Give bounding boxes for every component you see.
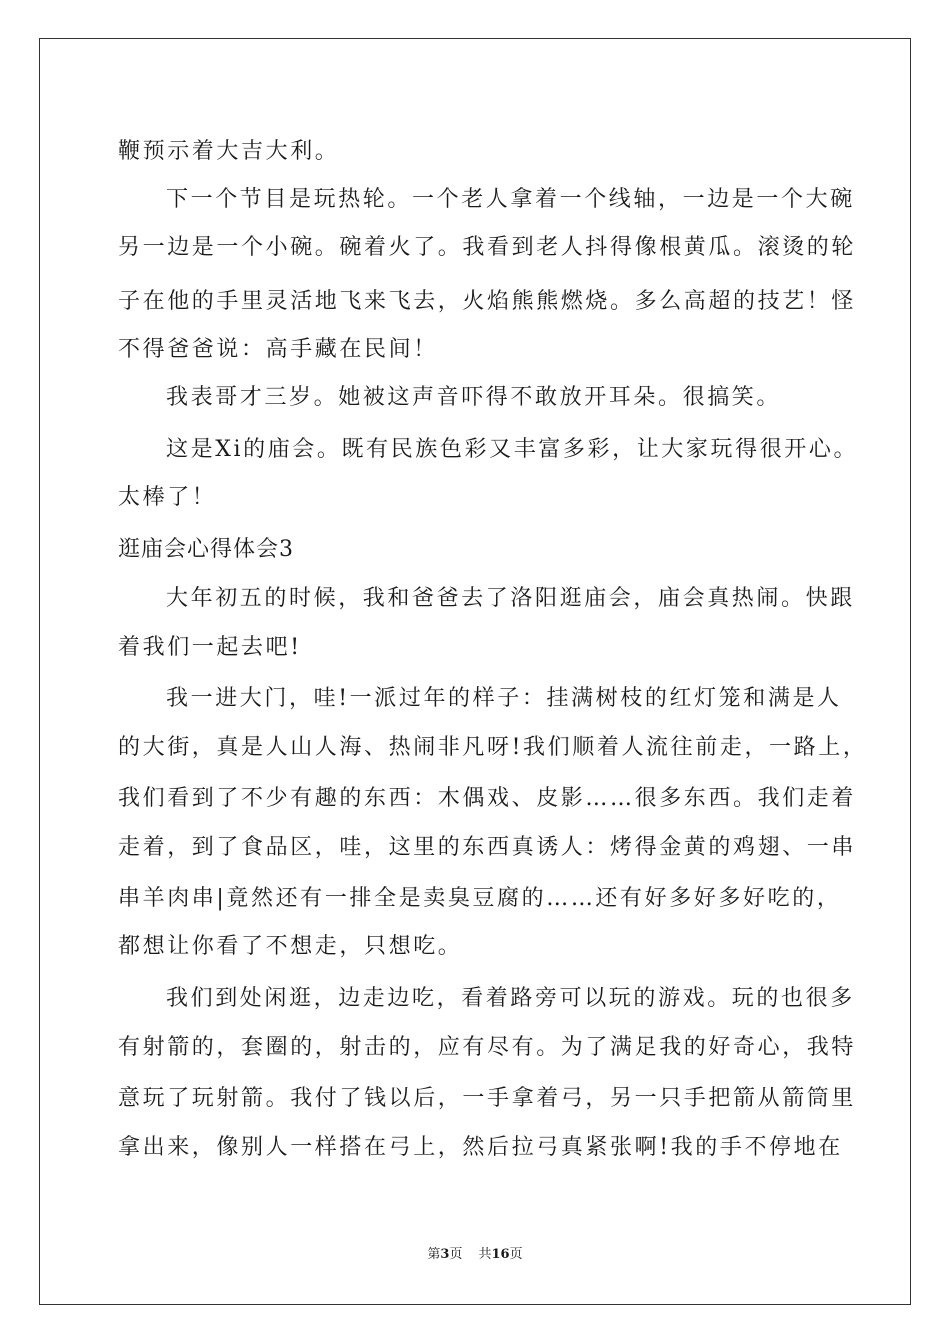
- text-line: 都想让你看了不想走，只想吃。: [118, 934, 463, 959]
- paragraph-first-line: 这是Xi的庙会。既有民族色彩又丰富多彩，让大家玩得很开心。: [166, 437, 859, 462]
- paragraph-first-line: 我一进大门，哇!一派过年的样子：挂满树枝的红灯笼和满是人: [166, 686, 842, 711]
- text-line: 另一边是一个小碗。碗着火了。我看到老人抖得像根黄瓜。滚烫的轮: [118, 235, 857, 260]
- text-line: 不得爸爸说：高手藏在民间！: [118, 337, 438, 362]
- page-footer: [0, 1246, 950, 1264]
- paragraph-first-line: 大年初五的时候，我和爸爸去了洛阳逛庙会，庙会真热闹。快跟: [166, 586, 855, 611]
- text-line: 着我们一起去吧!: [118, 635, 302, 660]
- total-pages: 16: [491, 1247, 510, 1262]
- page-prefix: 第: [427, 1247, 441, 1262]
- paragraph-first-line: 下一个节目是玩热轮。一个老人拿着一个线轴，一边是一个大碗: [166, 187, 855, 212]
- text-line: 串羊肉串|竟然还有一排全是卖臭豆腐的……还有好多好多好吃的，: [118, 886, 842, 911]
- total-prefix: 共: [478, 1247, 492, 1262]
- text-line: 太棒了！: [118, 485, 217, 510]
- text-line: 有射箭的，套圈的，射击的，应有尽有。为了满足我的好奇心，我特: [118, 1035, 857, 1060]
- total-suffix: 页: [509, 1247, 523, 1262]
- paragraph-first-line: 我们到处闲逛，边走边吃，看着路旁可以玩的游戏。玩的也很多: [166, 986, 855, 1011]
- text-line: 走着，到了食品区，哇，这里的东西真诱人：烤得金黄的鸡翅、一串: [118, 835, 857, 860]
- page-suffix: 页: [449, 1247, 463, 1262]
- text-line: 子在他的手里灵活地飞来飞去，火焰熊熊燃烧。多么高超的技艺！怪: [118, 289, 857, 314]
- page-number: 3: [440, 1247, 450, 1262]
- text-line: 鞭预示着大吉大利。: [118, 139, 340, 164]
- paragraph-first-line: 我表哥才三岁。她被这声音吓得不敢放开耳朵。很搞笑。: [166, 385, 782, 410]
- page-frame: [39, 38, 911, 1305]
- text-line: 的大街，真是人山人海、热闹非凡呀!我们顺着人流往前走，一路上，: [118, 735, 868, 760]
- section-heading: 逛庙会心得体会3: [118, 537, 294, 562]
- text-line: 意玩了玩射箭。我付了钱以后，一手拿着弓，另一只手把箭从箭筒里: [118, 1086, 857, 1111]
- text-line: 拿出来，像别人一样搭在弓上，然后拉弓真紧张啊!我的手不停地在: [118, 1135, 843, 1160]
- text-line: 我们看到了不少有趣的东西：木偶戏、皮影……很多东西。我们走着: [118, 786, 857, 811]
